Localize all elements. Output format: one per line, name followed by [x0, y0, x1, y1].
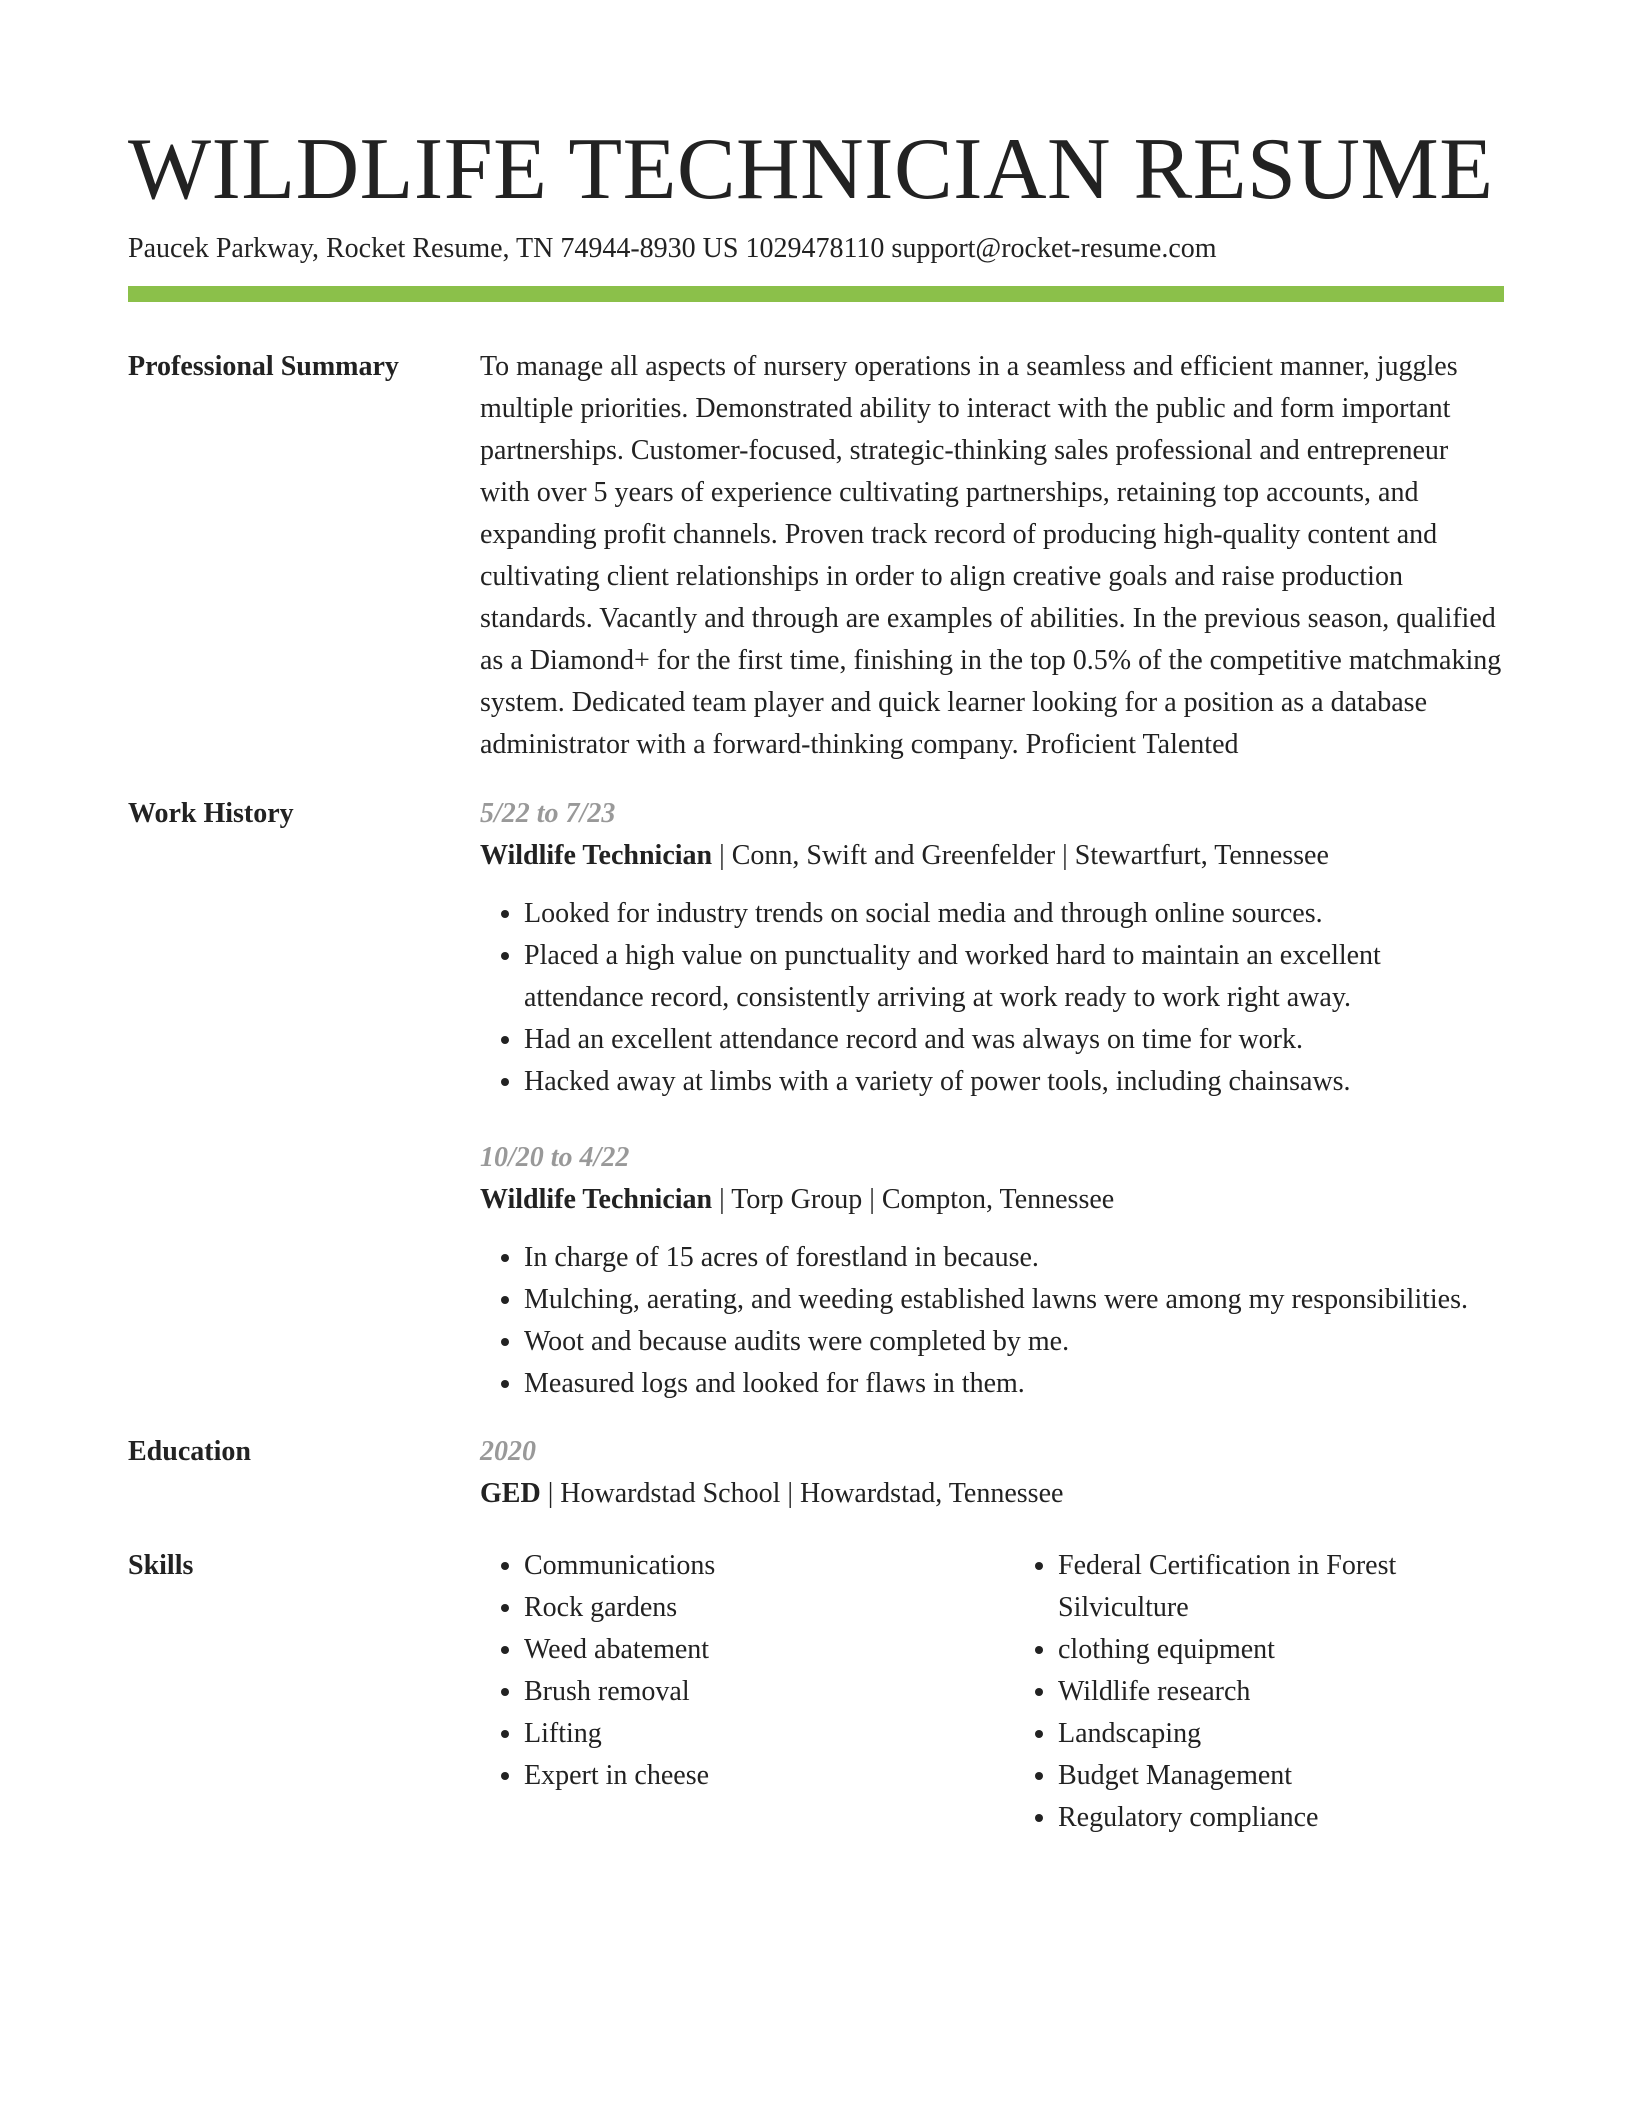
job-heading — [480, 835, 1504, 877]
job-dates: 5/22 to 7/23 — [480, 798, 616, 829]
skill-item: • Expert in cheese — [524, 1755, 970, 1797]
skill-item: • Brush removal — [524, 1671, 970, 1713]
job-bullet: • Woot and because audits were completed by me. — [524, 1321, 1504, 1363]
job-bullets — [480, 1237, 1504, 1405]
skills-label: Skills — [128, 1550, 194, 1581]
job-title: Wildlife Technician — [480, 1184, 713, 1215]
job-details: | Torp Group | Compton, Tennessee — [712, 1184, 1115, 1215]
skill-item: • Federal Certification in Forest Silviculture — [1058, 1545, 1504, 1629]
job-heading — [480, 1179, 1504, 1221]
job-bullets — [480, 893, 1504, 1103]
skill-item: • Wildlife research — [1058, 1671, 1504, 1713]
accent-divider — [128, 286, 1504, 302]
job-bullet: • Placed a high value on punctuality and worked hard to maintain an excellent attendance record, consistently arriving at work ready to work right away. — [524, 935, 1504, 1019]
skills-column-2 — [1014, 1545, 1504, 1839]
job-details: | Conn, Swift and Greenfelder | Stewartfurt, Tennessee — [712, 840, 1329, 871]
job-bullet: • Mulching, aerating, and weeding established lawns were among my responsibilities. — [524, 1279, 1504, 1321]
job-title: Wildlife Technician — [480, 840, 713, 871]
education-details: | Howardstad School | Howardstad, Tennessee — [540, 1478, 1064, 1509]
education-degree: GED — [480, 1478, 541, 1509]
job-bullet: • Measured logs and looked for flaws in them. — [524, 1363, 1504, 1405]
job-dates: 10/20 to 4/22 — [480, 1142, 630, 1173]
job-bullet: • In charge of 15 acres of forestland in because. — [524, 1237, 1504, 1279]
job-bullet: • Had an excellent attendance record and was always on time for work. — [524, 1019, 1504, 1061]
contact-line: Paucek Parkway, Rocket Resume, TN 74944-8930 US 1029478110 support@rocket-resume.com — [128, 233, 1217, 264]
skill-item: • Regulatory compliance — [1058, 1797, 1504, 1839]
education-heading — [480, 1473, 1504, 1515]
job-entry — [480, 1137, 1504, 1405]
skill-item: • Weed abatement — [524, 1629, 970, 1671]
job-bullet: • Looked for industry trends on social media and through online sources. — [524, 893, 1504, 935]
job-entry — [480, 793, 1504, 1103]
skill-item: • Rock gardens — [524, 1587, 970, 1629]
skill-item: • Lifting — [524, 1713, 970, 1755]
resume-title: WILDLIFE TECHNICIAN RESUME — [128, 121, 1494, 218]
skill-item: • clothing equipment — [1058, 1629, 1504, 1671]
work-history-label: Work History — [128, 798, 294, 829]
skills-column-1 — [480, 1545, 970, 1839]
skill-item: • Landscaping — [1058, 1713, 1504, 1755]
summary-text: To manage all aspects of nursery operations in a seamless and efficient manner, juggles multiple priorities. Demonstrated ability to interact with the public and form important partnerships. Customer-focused, strategic-thinking sales professional and entrepreneur with over 5 years of experience cultivating partnerships, retaining top accounts, and expanding profit channels. Proven track record of producing high-quality content and cultivating client relationships in order to align creative goals and raise production standards. Vacantly and through are examples of abilities. In the previous season, qualified as a Diamond+ for the first time, finishing in the top 0.5% of the competitive matchmaking system. Dedicated team player and quick learner looking for a position as a database administrator with a forward-thinking company. Proficient Talented — [480, 351, 1502, 760]
job-bullet: • Hacked away at limbs with a variety of power tools, including chainsaws. — [524, 1061, 1504, 1103]
skill-item: • Budget Management — [1058, 1755, 1504, 1797]
education-label: Education — [128, 1436, 251, 1467]
education-year: 2020 — [480, 1436, 536, 1467]
summary-label: Professional Summary — [128, 351, 399, 382]
skill-item: • Communications — [524, 1545, 970, 1587]
